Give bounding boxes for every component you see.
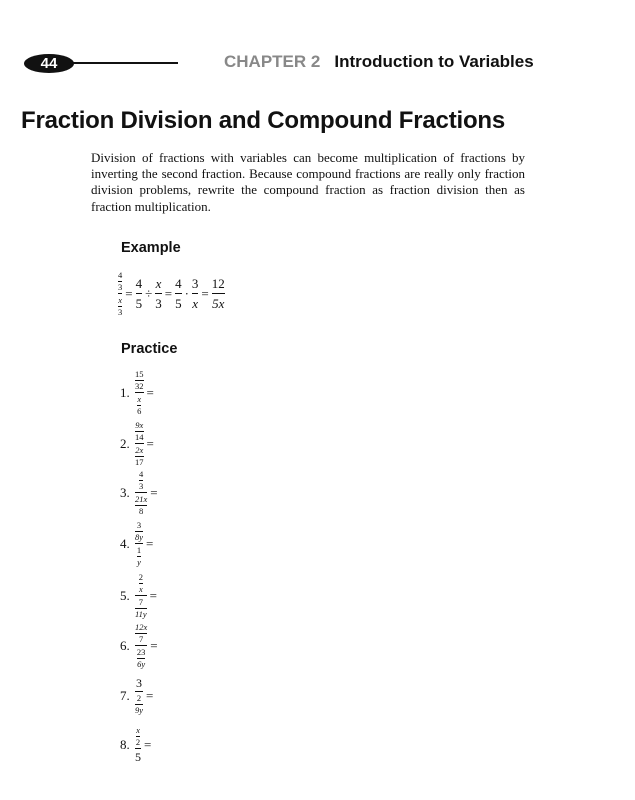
multiplication-dot: · <box>184 285 189 301</box>
equals-sign: = <box>164 285 173 301</box>
fraction-numerator: 7 <box>138 597 143 607</box>
fraction-numerator: 2 <box>136 693 142 703</box>
compound-fraction <box>135 677 143 714</box>
fraction-numerator: 23 <box>136 647 146 657</box>
practice-problem-1 <box>120 370 157 415</box>
fraction-bar <box>155 293 162 294</box>
fraction-denominator: 2 <box>135 736 141 747</box>
fraction-denominator: 3 <box>139 480 144 491</box>
fraction-denominator: 11y <box>135 608 147 619</box>
fraction-bar <box>212 293 225 294</box>
equals-sign: = <box>146 384 154 400</box>
fraction-denominator: y <box>137 556 141 567</box>
problem-number: 2. <box>120 435 130 451</box>
compound-fraction <box>135 726 141 763</box>
practice-problem-6 <box>120 623 161 668</box>
example-compound-fraction <box>118 271 122 316</box>
compound-bottom-fraction <box>118 296 122 316</box>
problem-number: 8. <box>120 736 130 752</box>
chapter-label: CHAPTER 2 <box>224 52 321 71</box>
fraction-numerator: x <box>118 295 123 305</box>
example-equation <box>118 271 225 316</box>
fraction-numerator: 3 <box>136 676 143 690</box>
body-paragraph: Division of fractions with variables can become multiplication of fractions by inverting the second fraction. Because compound fractions are really only fraction division problems, rewrite the compound fraction as fraction division then as fraction multiplication. <box>91 150 525 214</box>
practice-problem-2 <box>120 421 157 466</box>
fraction-numerator: 3 <box>191 276 199 291</box>
equals-sign: = <box>125 285 133 301</box>
fraction-numerator: 12x <box>135 622 148 632</box>
compound-bottom-fraction <box>137 648 146 668</box>
step2-first-fraction <box>175 277 182 310</box>
problem-number: 4. <box>120 535 130 551</box>
compound-top-fraction <box>139 573 143 593</box>
running-header <box>224 52 534 72</box>
fraction-denominator: 9y <box>135 704 144 715</box>
fraction-numerator: 2x <box>135 445 144 455</box>
compound-top-fraction <box>135 370 144 390</box>
compound-fraction <box>135 470 147 515</box>
fraction-denominator: 7 <box>139 633 144 644</box>
fraction-denominator: 6 <box>137 405 142 416</box>
practice-label: Practice <box>121 341 178 357</box>
compound-top-fraction <box>135 421 144 441</box>
compound-main-bar <box>135 443 144 444</box>
fraction-denominator: 5 <box>135 750 141 764</box>
practice-problem-3 <box>120 470 161 515</box>
fraction-denominator: 8y <box>135 531 144 542</box>
practice-problem-8 <box>120 726 154 763</box>
equals-sign: = <box>150 484 158 500</box>
compound-top-fraction <box>135 623 147 643</box>
problem-number: 7. <box>120 687 130 703</box>
fraction-numerator: x <box>136 725 140 735</box>
compound-bottom-fraction <box>137 395 141 415</box>
chapter-title: Introduction to Variables <box>334 52 534 71</box>
compound-top-fraction <box>135 521 143 541</box>
fraction-denominator: 3 <box>118 306 123 317</box>
fraction-bar <box>192 293 199 294</box>
compound-bottom-fraction <box>135 598 147 618</box>
step2-second-fraction <box>192 277 199 310</box>
fraction-numerator: 4 <box>175 276 182 291</box>
fraction-numerator: 4 <box>135 276 143 291</box>
compound-main-bar <box>135 392 144 393</box>
compound-bottom-fraction <box>137 546 141 566</box>
equals-sign: = <box>149 587 157 603</box>
equals-sign: = <box>146 535 154 551</box>
fraction-denominator: 32 <box>135 380 144 391</box>
compound-fraction <box>135 521 143 566</box>
equals-sign: = <box>201 285 209 301</box>
fraction-denominator: 5 <box>135 296 143 311</box>
problem-number: 1. <box>120 384 130 400</box>
equals-sign: = <box>146 435 154 451</box>
fraction-numerator: 1 <box>136 545 142 555</box>
fraction-numerator: 2 <box>138 572 143 582</box>
header-rule <box>70 62 178 64</box>
compound-fraction <box>135 623 147 668</box>
problem-number: 6. <box>120 637 130 653</box>
fraction-denominator: 8 <box>139 505 144 516</box>
fraction-numerator: 4 <box>139 469 144 479</box>
equals-sign: = <box>150 637 158 653</box>
compound-top-fraction <box>139 470 143 490</box>
compound-main-bar <box>135 691 143 692</box>
practice-problem-7 <box>120 677 156 714</box>
compound-main-bar <box>135 595 147 596</box>
example-result-fraction <box>212 277 225 310</box>
compound-fraction <box>135 573 147 618</box>
fraction-denominator: 14 <box>135 431 144 442</box>
step1-second-fraction <box>155 277 162 310</box>
problem-number: 5. <box>120 587 130 603</box>
compound-top-fraction <box>118 271 122 291</box>
fraction-numerator: x <box>155 276 162 291</box>
division-sign: ÷ <box>145 285 153 301</box>
fraction-numerator: x <box>137 394 142 404</box>
fraction-denominator: 3 <box>118 281 123 292</box>
problem-number: 3. <box>120 484 130 500</box>
example-label: Example <box>121 240 181 256</box>
equals-sign: = <box>146 687 154 703</box>
fraction-denominator: 5x <box>212 296 225 311</box>
practice-problem-5 <box>120 573 160 618</box>
fraction-denominator: 6y <box>137 658 146 669</box>
fraction-bar <box>175 293 182 294</box>
page-number: 44 <box>24 54 74 73</box>
compound-main-bar <box>135 492 147 493</box>
fraction-denominator: 5 <box>175 296 182 311</box>
fraction-numerator: 15 <box>135 369 144 379</box>
fraction-denominator: 17 <box>135 456 144 467</box>
compound-fraction <box>135 421 144 466</box>
compound-fraction <box>135 370 144 415</box>
practice-problem-4 <box>120 521 156 566</box>
compound-bottom-fraction <box>135 495 147 515</box>
fraction-numerator: 3 <box>136 520 142 530</box>
compound-main-bar <box>118 293 122 294</box>
step1-first-fraction <box>136 277 143 310</box>
compound-main-bar <box>135 543 143 544</box>
section-title: Fraction Division and Compound Fractions <box>21 107 506 134</box>
compound-main-bar <box>135 748 141 749</box>
fraction-numerator: 21x <box>135 494 148 504</box>
equals-sign: = <box>144 736 152 752</box>
compound-top-fraction <box>136 726 140 746</box>
fraction-denominator: x <box>138 583 143 594</box>
fraction-bar <box>136 293 143 294</box>
compound-main-bar <box>135 645 147 646</box>
fraction-denominator: x <box>192 296 199 311</box>
fraction-numerator: 4 <box>118 270 123 280</box>
compound-bottom-fraction <box>135 694 143 714</box>
fraction-numerator: 9x <box>135 420 144 430</box>
compound-bottom-fraction <box>135 446 144 466</box>
fraction-numerator: 12 <box>211 276 225 291</box>
fraction-denominator: 3 <box>155 296 162 311</box>
